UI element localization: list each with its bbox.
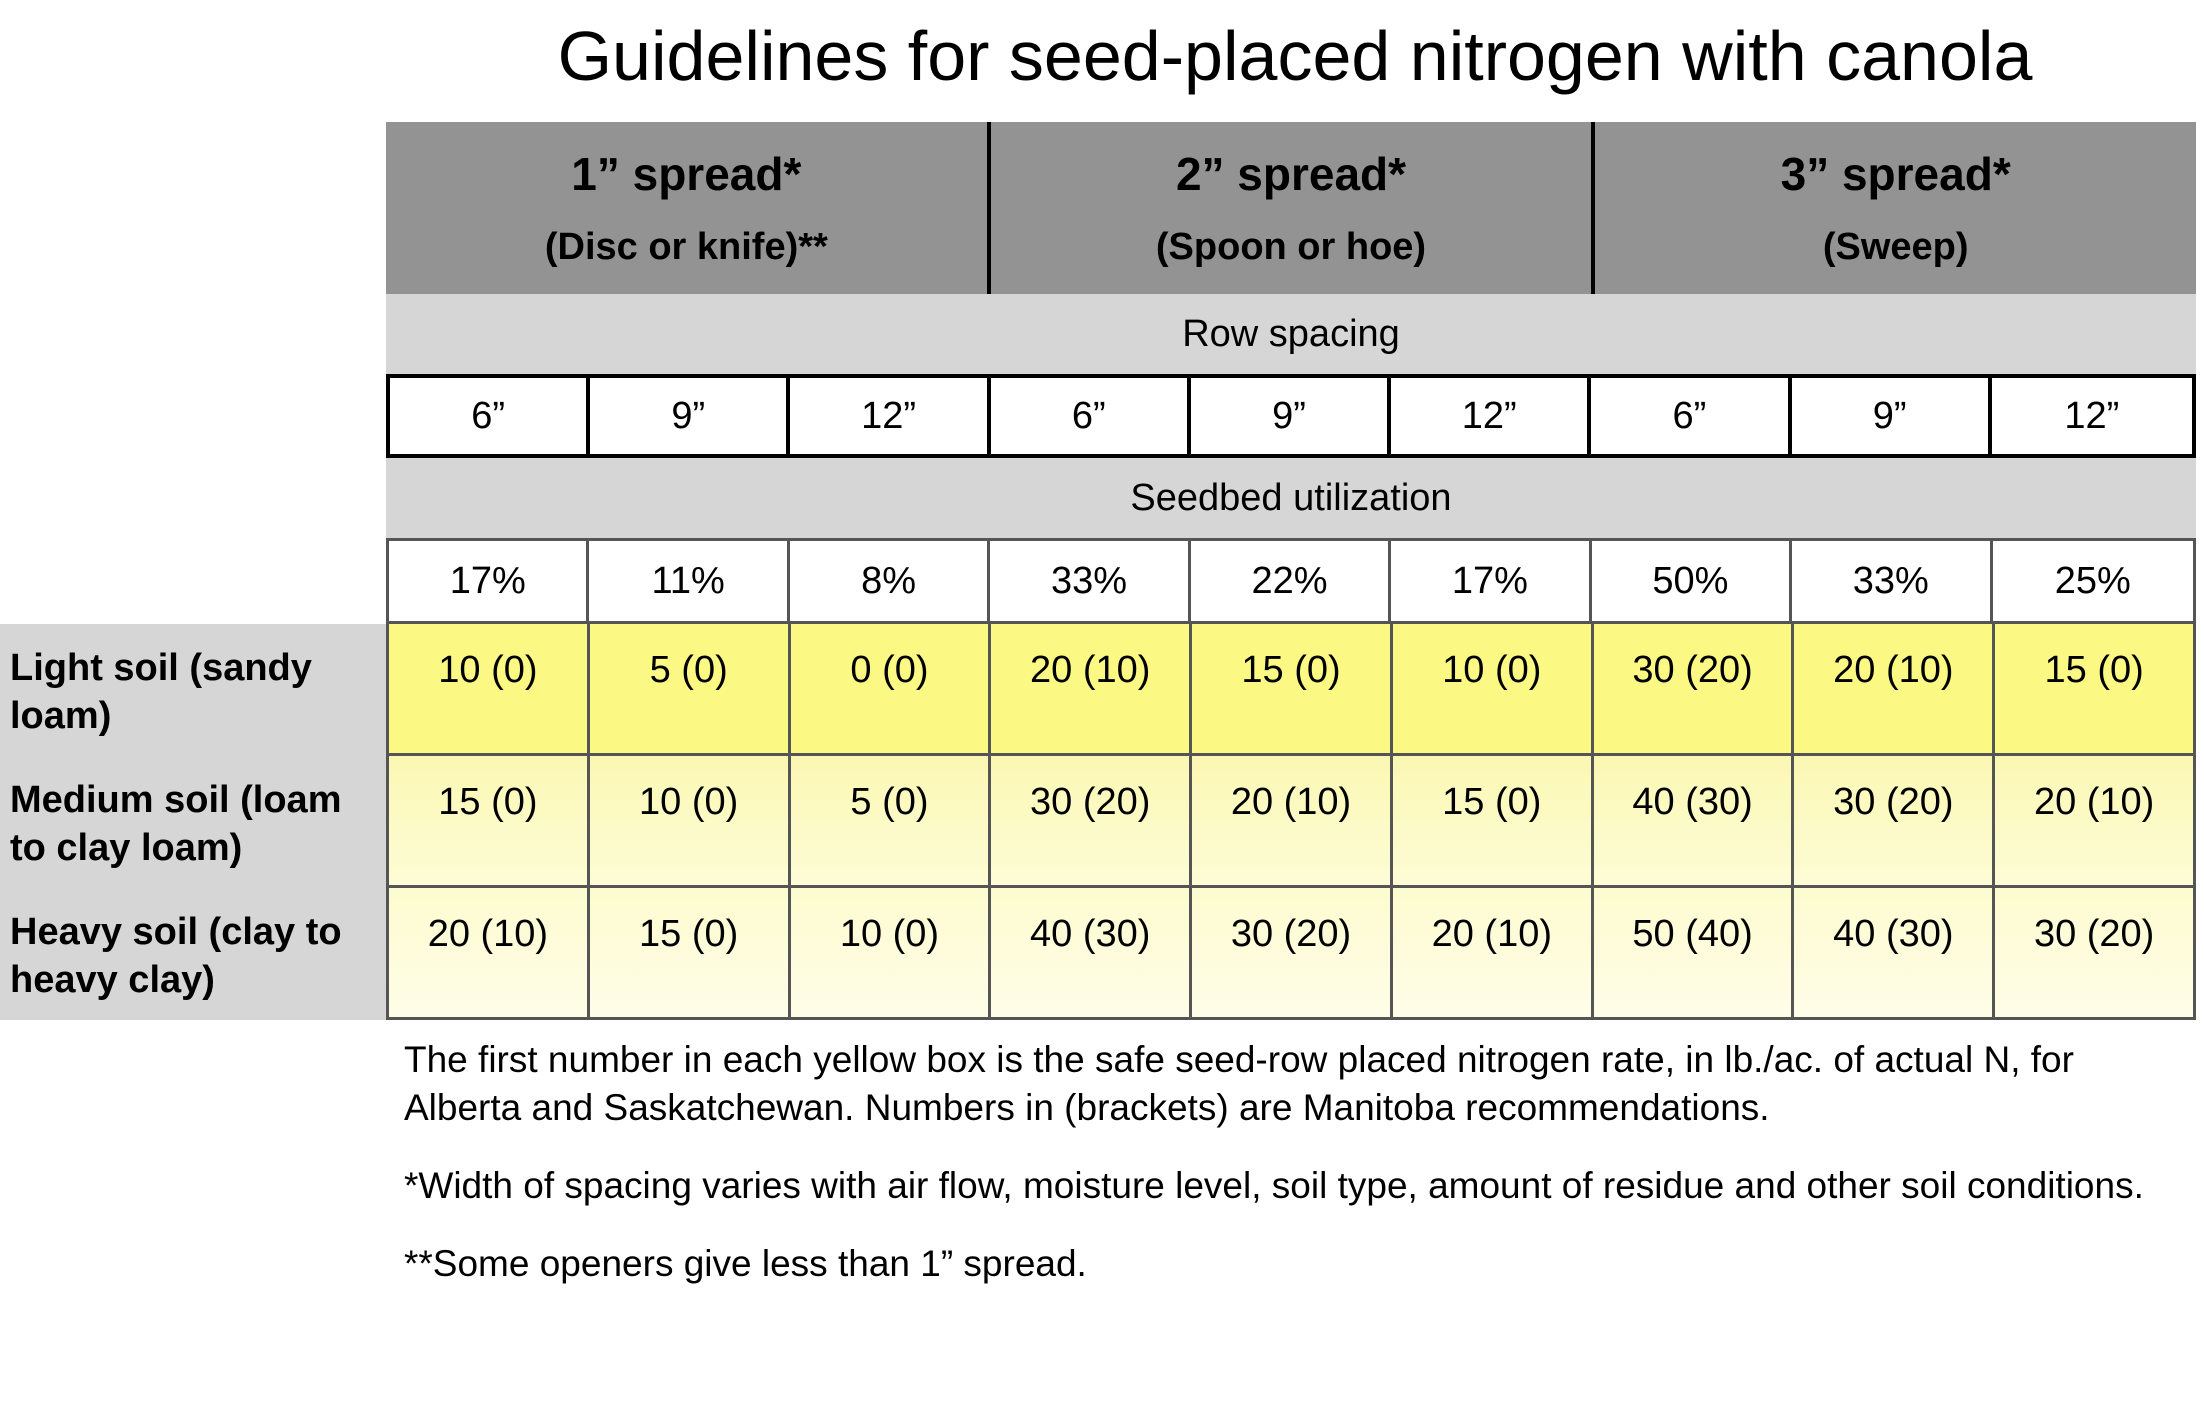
- nitrogen-rate-cell: 30 (20): [1794, 756, 1995, 885]
- footnotes: [404, 1036, 2194, 1318]
- footnote-openers: **Some openers give less than 1” spread.: [404, 1243, 1087, 1284]
- row-spacing-cell: 9”: [1191, 378, 1391, 454]
- nitrogen-rate-cell: 20 (10): [1794, 624, 1995, 753]
- opener-type: (Spoon or hoe): [1155, 226, 1427, 268]
- utilization-cell: 50%: [1592, 541, 1792, 621]
- nitrogen-rate-cell: 10 (0): [590, 756, 791, 885]
- row-spacing-row: [386, 374, 2196, 458]
- nitrogen-rate-cell: 0 (0): [791, 624, 992, 753]
- table-row-heavy-soil: [386, 888, 2196, 1020]
- opener-type: (Disc or knife)**: [544, 226, 828, 268]
- row-spacing-cell: 9”: [590, 378, 790, 454]
- seedbed-utilization-row: [386, 538, 2196, 624]
- nitrogen-rate-cell: 15 (0): [2044, 649, 2144, 691]
- nitrogen-rate-cell: 20 (10): [389, 888, 590, 1017]
- nitrogen-rate-cell: 15 (0): [590, 888, 791, 1017]
- spread-column-1: [386, 122, 987, 294]
- nitrogen-rate-cell: 20 (10): [1393, 888, 1594, 1017]
- opener-type: (Sweep): [1822, 226, 1969, 268]
- row-spacing-cell: 12”: [1391, 378, 1591, 454]
- nitrogen-rate-cell: 20 (10): [1192, 756, 1393, 885]
- footnote-spread-width: *Width of spacing varies with air flow, moisture level, soil type, amount of residue and other soil conditions.: [404, 1165, 2144, 1206]
- row-spacing-cell: 12”: [790, 378, 990, 454]
- seedbed-utilization-band: Seedbed utilization: [386, 458, 2196, 538]
- nitrogen-rate-cell: 15 (0): [1192, 624, 1393, 753]
- spread-column-2: [987, 122, 1592, 294]
- utilization-cell: 17%: [1391, 541, 1591, 621]
- row-spacing-cell: 6”: [390, 378, 590, 454]
- utilization-cell: 22%: [1191, 541, 1391, 621]
- soil-label-light: Light soil (sandy loam): [0, 624, 386, 756]
- nitrogen-rate-cell: 10 (0): [791, 888, 992, 1017]
- nitrogen-rate-cell: 10 (0): [1393, 624, 1594, 753]
- utilization-cell: 17%: [389, 541, 589, 621]
- nitrogen-rate-cell: 30 (20): [1594, 624, 1795, 753]
- soil-label-heavy: Heavy soil (clay to heavy clay): [0, 888, 386, 1020]
- nitrogen-rate-cell: 40 (30): [991, 888, 1192, 1017]
- row-spacing-cell: 9”: [1792, 378, 1992, 454]
- nitrogen-rate-cell: 40 (30): [1794, 888, 1995, 1017]
- nitrogen-rate-cell: 30 (20): [2033, 913, 2155, 955]
- spread-title: 2” spread*: [1175, 148, 1407, 200]
- spread-title: 3” spread*: [1780, 148, 2011, 200]
- nitrogen-rate-cell: 20 (10): [991, 624, 1192, 753]
- row-spacing-cell: 6”: [991, 378, 1191, 454]
- row-spacing-band: Row spacing: [386, 294, 2196, 374]
- utilization-cell: 25%: [2054, 560, 2131, 602]
- table-row-light-soil: [386, 624, 2196, 756]
- nitrogen-rate-cell: 40 (30): [1594, 756, 1795, 885]
- nitrogen-rate-cell: 15 (0): [1393, 756, 1594, 885]
- spread-header: [386, 122, 2196, 294]
- nitrogen-rate-cell: 30 (20): [1192, 888, 1393, 1017]
- utilization-cell: 33%: [1792, 541, 1992, 621]
- nitrogen-rate-cell: 10 (0): [389, 624, 590, 753]
- nitrogen-rate-cell: 5 (0): [590, 624, 791, 753]
- row-spacing-cell: 6”: [1591, 378, 1791, 454]
- spread-title: 1” spread*: [571, 148, 802, 200]
- page-title: Guidelines for seed-placed nitrogen with canola: [557, 17, 2033, 95]
- spread-column-3: [1591, 122, 2196, 294]
- nitrogen-rate-cell: 50 (40): [1594, 888, 1795, 1017]
- table-row-medium-soil: [386, 756, 2196, 888]
- nitrogen-rate-cell: 20 (10): [2033, 781, 2155, 823]
- utilization-cell: 11%: [589, 541, 789, 621]
- nitrogen-rate-cell: 5 (0): [791, 756, 992, 885]
- utilization-cell: 8%: [790, 541, 990, 621]
- nitrogen-rate-cell: 30 (20): [991, 756, 1192, 885]
- utilization-cell: 33%: [990, 541, 1190, 621]
- soil-label-medium: Medium soil (loam to clay loam): [0, 756, 386, 888]
- nitrogen-rate-cell: 15 (0): [389, 756, 590, 885]
- footnote-explanation: The first number in each yellow box is the safe seed-row placed nitrogen rate, in lb./ac. of actual N, for Alberta and Saskatchewan. Numbers in (brackets) are Manitoba recommendations.: [404, 1039, 2074, 1128]
- row-spacing-cell: 12”: [2064, 395, 2120, 437]
